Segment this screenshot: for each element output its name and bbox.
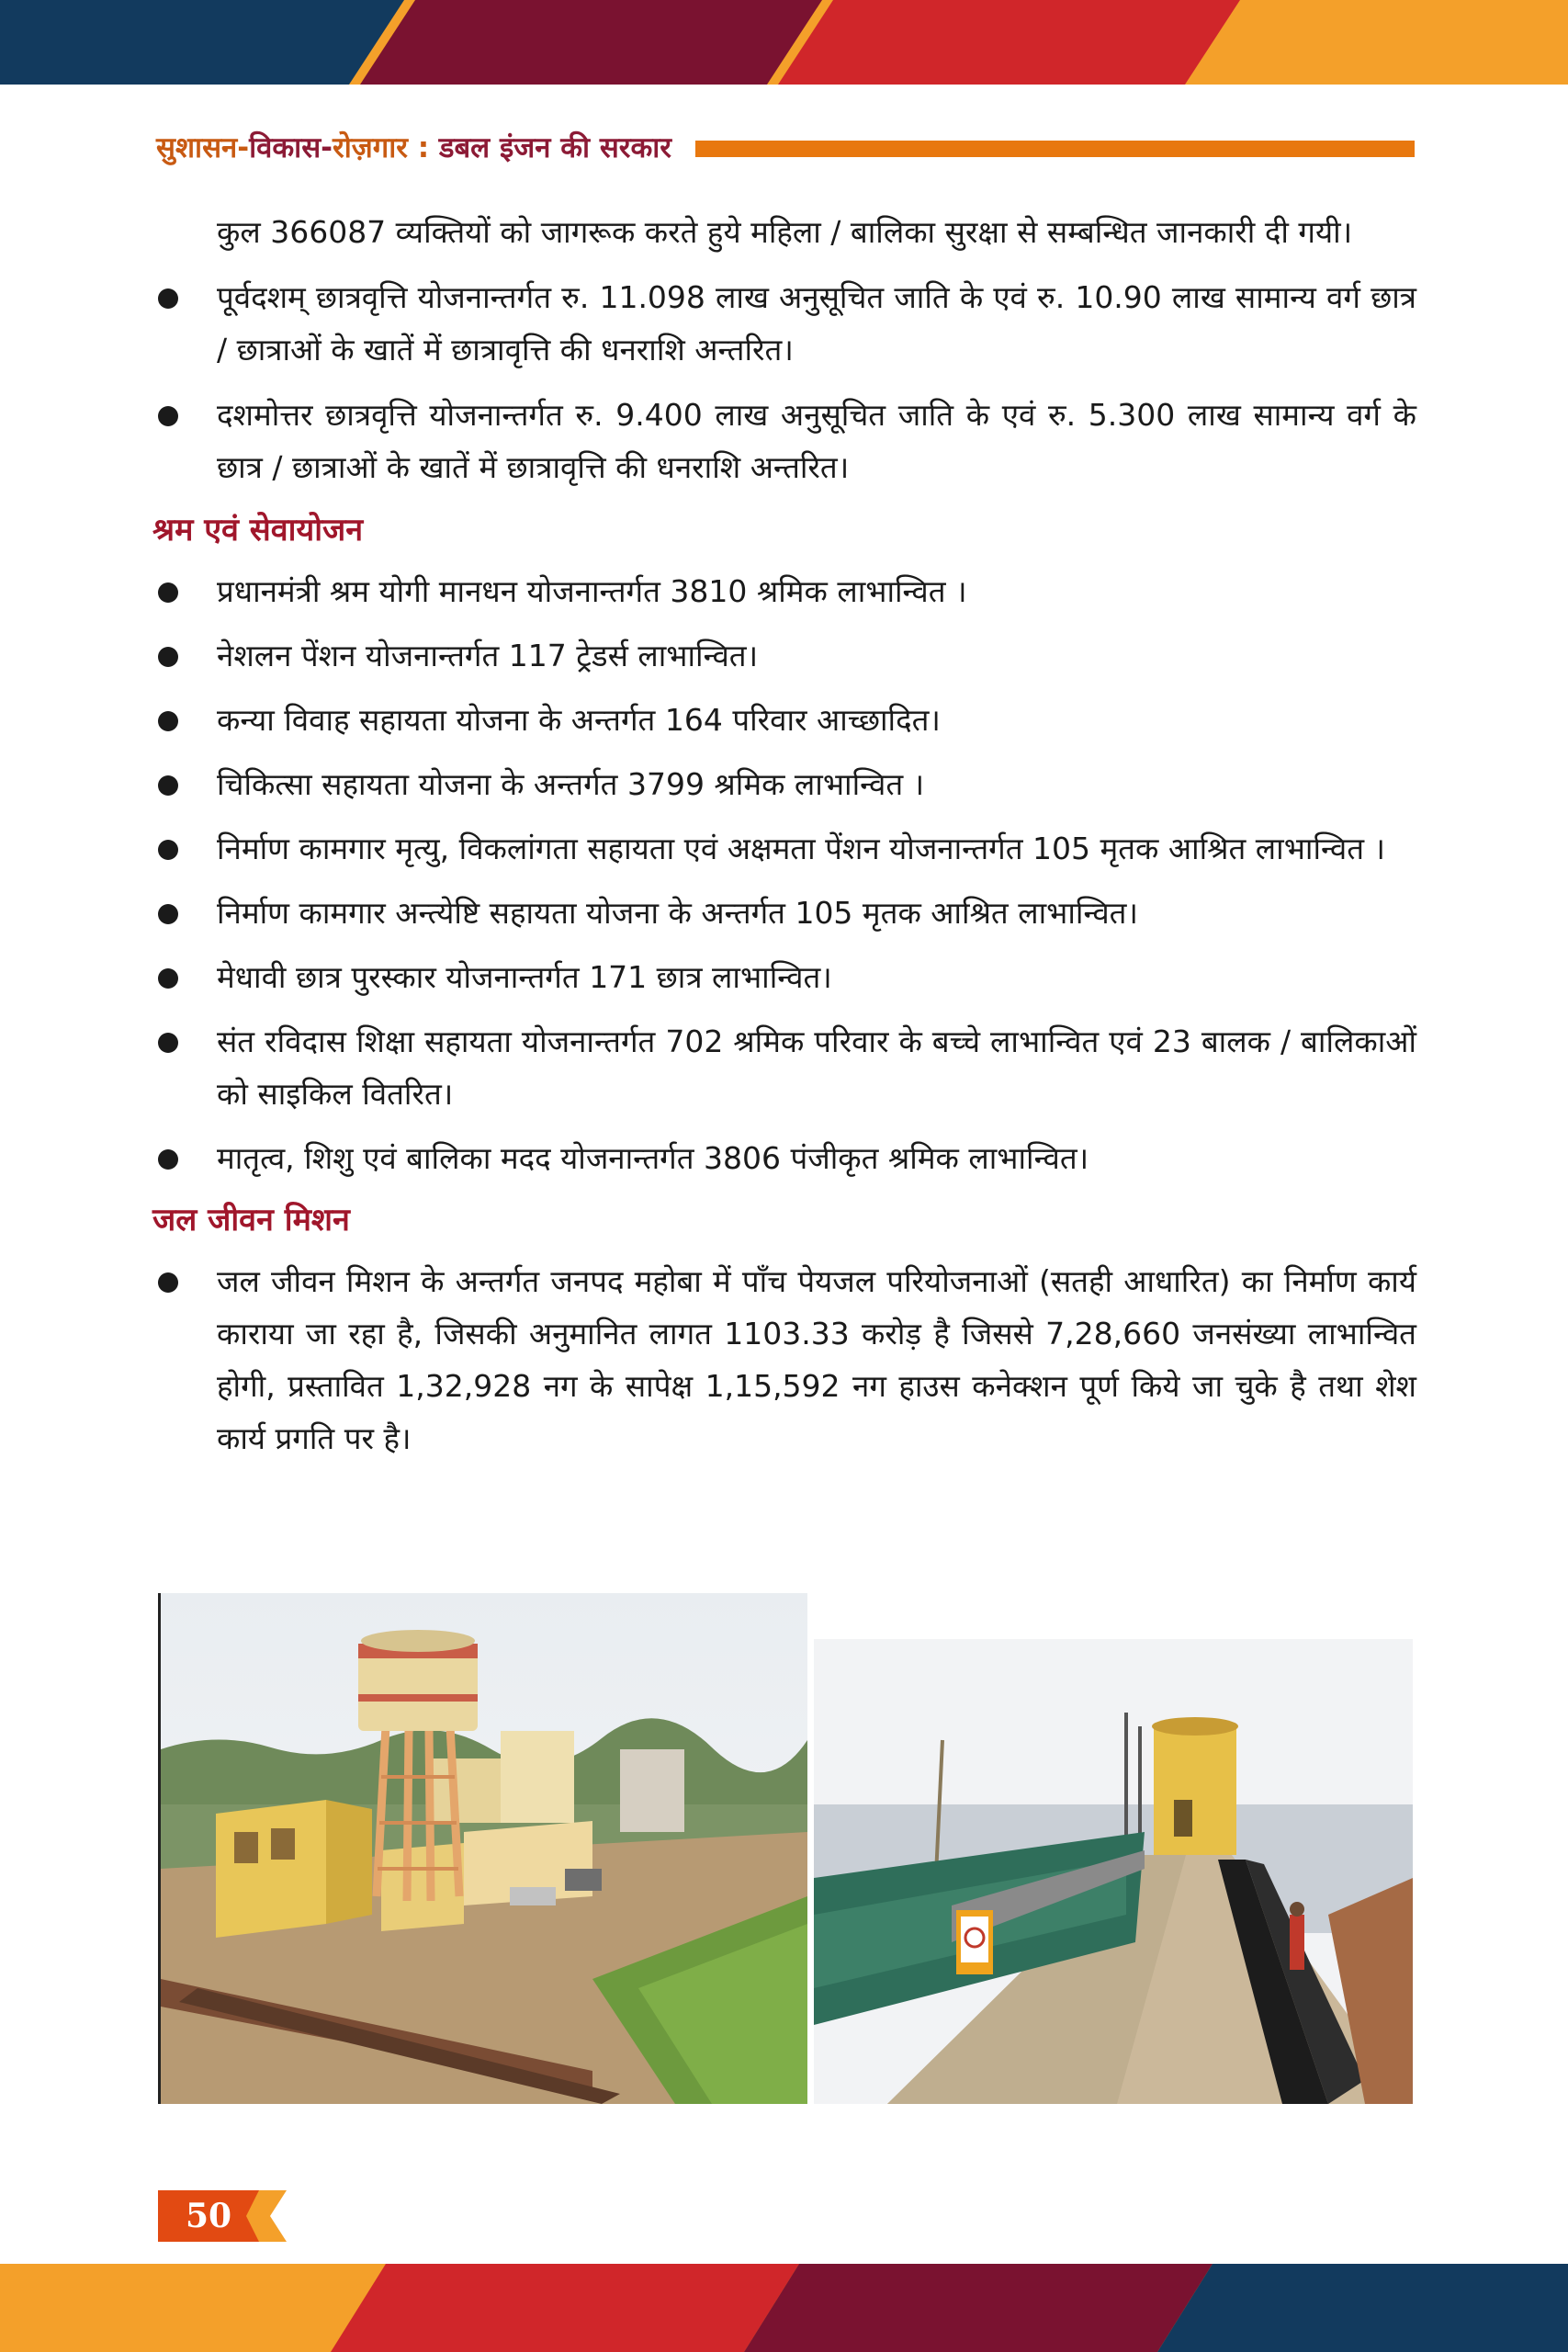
bullet-icon bbox=[158, 711, 178, 731]
list-item: निर्माण कामगार मृत्यु, विकलांगता सहायता एवं अक्षमता पेंशन योजनान्तर्गत 105 मृतक आश्रित लाभान्वित । bbox=[152, 822, 1416, 875]
bullet-icon bbox=[158, 1149, 178, 1170]
list-item: संत रविदास शिक्षा सहायता योजनान्तर्गत 702 श्रमिक परिवार के बच्चे लाभान्वित एवं 23 बालक / बालिकाओं को साइकिल वितरित। bbox=[152, 1015, 1416, 1120]
list-item: चिकित्सा सहायता योजना के अन्तर्गत 3799 श्रमिक लाभान्वित । bbox=[152, 758, 1416, 810]
list-item: नेशलन पेंशन योजनान्तर्गत 117 ट्रेडर्स लाभान्वित। bbox=[152, 629, 1416, 682]
top-decorative-band bbox=[0, 0, 1568, 85]
bullet-icon bbox=[158, 968, 178, 989]
bullet-icon bbox=[158, 1033, 178, 1053]
list-item: मातृत्व, शिशु एवं बालिका मदद योजनान्तर्गत 3806 पंजीकृत श्रमिक लाभान्वित। bbox=[152, 1132, 1416, 1184]
intro-continuation: कुल 366087 व्यक्तियों को जागरूक करते हुये महिला / बालिका सुरक्षा से सम्बन्धित जानकारी दी गयी। bbox=[217, 214, 1353, 250]
list-item: पूर्वदशम् छात्रवृत्ति योजनान्तर्गत रु. 11.098 लाख अनुसूचित जाति के एवं रु. 10.90 लाख सामान्य वर्ग छात्र / छात्राओं के खातें में छात्रावृत्ति की धनराशि अन्तरित। bbox=[152, 271, 1416, 376]
bullet-icon bbox=[158, 406, 178, 426]
section-heading-jal-jeevan: जल जीवन मिशन bbox=[152, 1202, 350, 1238]
list-item: दशमोत्तर छात्रवृत्ति योजनान्तर्गत रु. 9.400 लाख अनुसूचित जाति के एवं रु. 5.300 लाख सामान्य वर्ग के छात्र / छात्राओं के खातें में छात्रावृत्ति की धनराशि अन्तरित। bbox=[152, 389, 1416, 493]
bullet-icon bbox=[158, 840, 178, 860]
bottom-decorative-band bbox=[0, 2264, 1568, 2352]
list-item: प्रधानमंत्री श्रम योगी मानधन योजनान्तर्गत 3810 श्रमिक लाभान्वित । bbox=[152, 565, 1416, 617]
bullet-icon bbox=[158, 904, 178, 924]
header-rule bbox=[695, 141, 1415, 157]
page-content bbox=[152, 206, 1416, 1477]
section-heading-labour: श्रम एवं सेवायोजन bbox=[152, 512, 364, 548]
list-item: कन्या विवाह सहायता योजना के अन्तर्गत 164 परिवार आच्छादित। bbox=[152, 694, 1416, 746]
header-title: सुशासन-विकास-रोज़गार : डबल इंजन की सरकार bbox=[156, 131, 671, 164]
page-number-tab bbox=[158, 2190, 287, 2242]
intake-jetty-photo bbox=[814, 1639, 1413, 2104]
list-item: निर्माण कामगार अन्त्येष्टि सहायता योजना के अन्तर्गत 105 मृतक आश्रित लाभान्वित। bbox=[152, 887, 1416, 939]
water-treatment-plant-photo bbox=[158, 1593, 807, 2104]
page-number: 50 bbox=[185, 2197, 232, 2235]
bullet-icon bbox=[158, 288, 178, 309]
bullet-icon bbox=[158, 1272, 178, 1293]
list-item: जल जीवन मिशन के अन्तर्गत जनपद महोबा में पाँच पेयजल परियोजनाओं (सतही आधारित) का निर्माण कार्य काराया जा रहा है, जिसकी अनुमानित लागत 1103.33 करोड़ है जिससे 7,28,660 जनसंख्या लाभान्वित होगी, प्रस्तावित 1,32,928 नग के सापेक्ष 1,15,592 नग हाउस कनेक्शन पूर्ण किये जा चुके है तथा शेश कार्य प्रगति पर है। bbox=[152, 1255, 1416, 1464]
bullet-icon bbox=[158, 582, 178, 603]
running-header bbox=[156, 127, 1415, 167]
bullet-icon bbox=[158, 775, 178, 796]
bullet-icon bbox=[158, 647, 178, 667]
list-item: मेधावी छात्र पुरस्कार योजनान्तर्गत 171 छात्र लाभान्वित। bbox=[152, 951, 1416, 1003]
